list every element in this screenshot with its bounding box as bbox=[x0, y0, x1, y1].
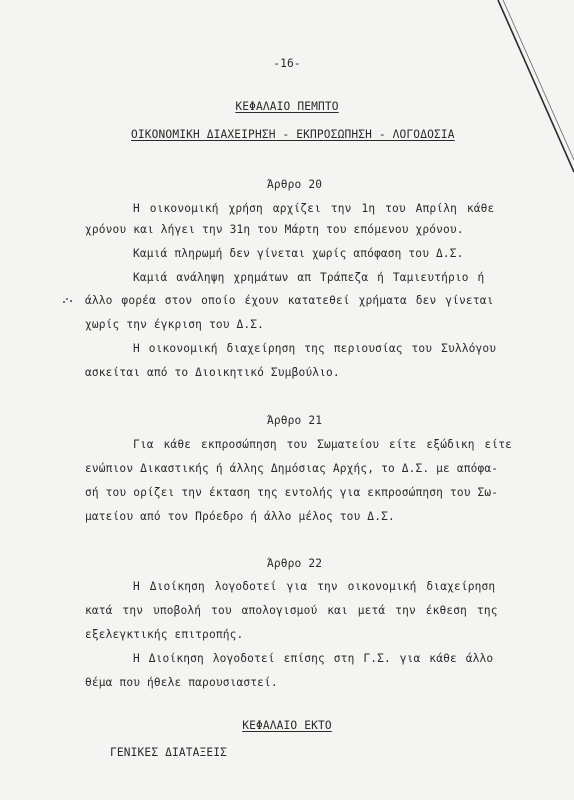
article-20-line-1: Η οικονομική χρήση αρχίζει την 1η του Απρίλη κάθε bbox=[133, 202, 495, 215]
chapter-5-heading: ΚΕΦΑΛΑΙΟ ΠΕΜΠΤΟ bbox=[235, 100, 339, 113]
chapter-5-subheading: ΟΙΚΟΝΟΜΙΚΗ ΔΙΑΧΕΙΡΗΣΗ - ΕΚΠΡΟΣΩΠΗΣΗ - ΛΟΓΟΔΟΣΙΑ bbox=[131, 128, 455, 141]
scan-speck bbox=[70, 300, 72, 302]
article-20-line-5: άλλο φορέα στον οποίο έχουν κατατεθεί χρήματα δεν γίνεται bbox=[85, 294, 494, 307]
article-20-line-6: χωρίς την έγκριση του Δ.Σ. bbox=[85, 318, 265, 331]
article-22-line-3: εξελεγκτικής επιτροπής. bbox=[85, 628, 244, 641]
article-20-line-8: ασκείται από το Διοικητικό Συμβούλιο. bbox=[85, 366, 340, 379]
scan-speck bbox=[66, 298, 68, 300]
chapter-6-heading: ΚΕΦΑΛΑΙΟ ΕΚΤΟ bbox=[242, 719, 332, 732]
page-number: -16- bbox=[273, 57, 301, 70]
article-20-line-7: Η οικονομική διαχείρηση της περιουσίας του Συλλόγου bbox=[133, 342, 497, 355]
scan-speck bbox=[63, 301, 65, 303]
article-20-title: Άρθρο 20 bbox=[267, 178, 323, 191]
article-22-title: Άρθρο 22 bbox=[267, 557, 323, 570]
article-21-line-1: Για κάθε εκπροσώπηση του Σωματείου είτε εξώδικη είτε bbox=[133, 438, 513, 451]
article-22-line-2: κατά την υποβολή του απολογισμού και μετά την έκθεση της bbox=[85, 604, 498, 617]
article-21-line-2: ενώπιον Δικαστικής ή άλλης Δημόσιας Αρχής, το Δ.Σ. με απόφα- bbox=[85, 462, 499, 475]
article-21-line-4: ματείου από τον Πρόεδρο ή άλλο μέλος του Δ.Σ. bbox=[85, 510, 395, 523]
article-22-line-4: Η Διοίκηση λογοδοτεί επίσης στη Γ.Σ. για κάθε άλλο bbox=[133, 652, 494, 665]
article-22-line-5: θέμα που ήθελε παρουσιαστεί. bbox=[85, 676, 278, 689]
article-21-line-3: σή του ορίζει την έκταση της εντολής για εκπροσώπηση του Σω- bbox=[85, 486, 499, 499]
article-22-line-1: Η Διοίκηση λογοδοτεί για την οικονομική διαχείρηση bbox=[133, 580, 496, 593]
chapter-6-subheading: ΓΕΝΙΚΕΣ ΔΙΑΤΑΞΕΙΣ bbox=[110, 746, 228, 759]
article-20-line-4: Καμιά ανάληψη χρημάτων απ Τράπεζα ή Ταμιευτήριο ή bbox=[133, 271, 485, 284]
article-20-line-2: χρόνου και λήγει την 31η του Μάρτη του επόμενου χρόνου. bbox=[85, 223, 464, 236]
article-20-line-3: Καμιά πληρωμή δεν γίνεται χωρίς απόφαση του Δ.Σ. bbox=[133, 247, 464, 260]
article-21-title: Άρθρο 21 bbox=[267, 414, 323, 427]
